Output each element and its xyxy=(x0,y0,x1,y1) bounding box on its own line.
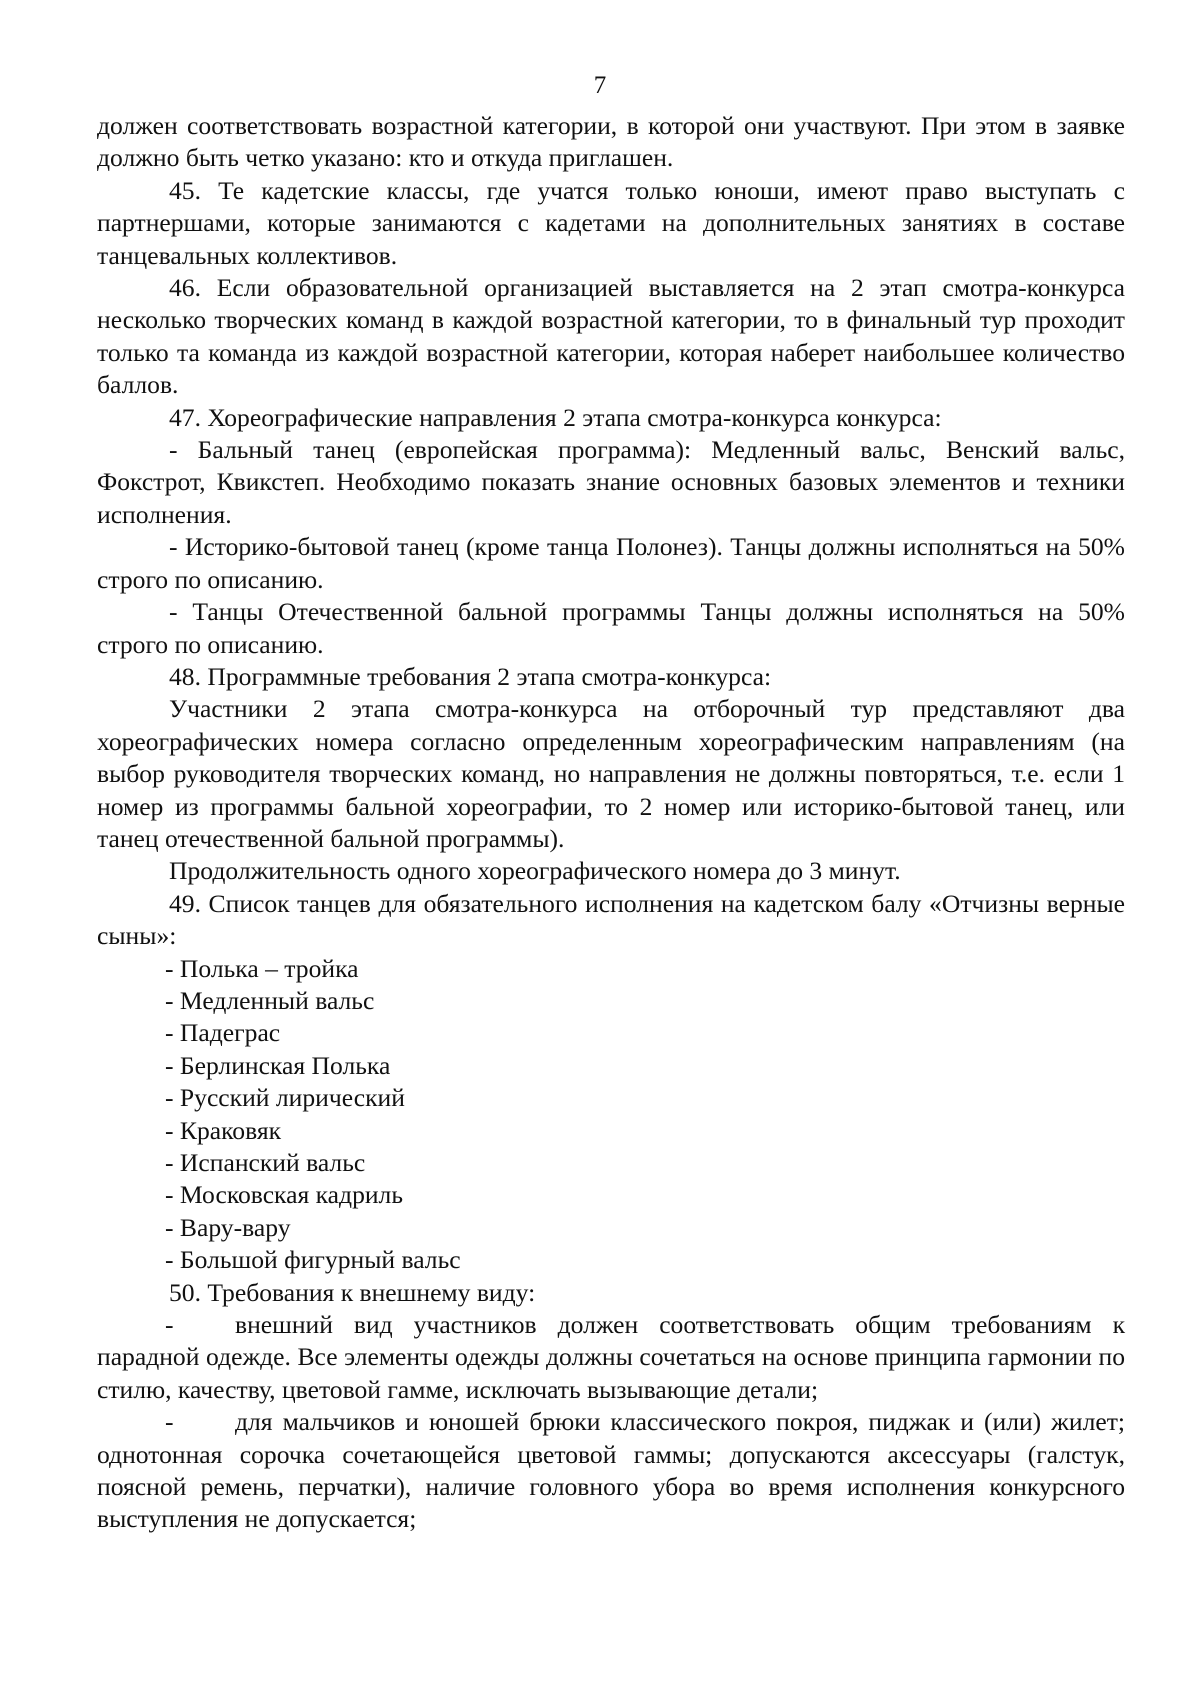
paragraph-46: 46. Если образовательной организацией выставляется на 2 этап смотра-конкурса несколько творческих команд в каждой возрастной категории, то в финальный тур проходит только та команда из каждой возрастной категории, которая наберет наибольшее количество баллов. xyxy=(97,273,1125,400)
list-item: - Полька – тройка xyxy=(165,953,359,983)
paragraph-47: 47. Хореографические направления 2 этапа смотра-конкурса конкурса: xyxy=(169,402,942,432)
dash-marker: - xyxy=(165,1407,174,1437)
dash-marker: - xyxy=(165,1310,174,1340)
paragraph-48: 48. Программные требования 2 этапа смотра-конкурса: xyxy=(169,661,772,691)
list-item: - Вару-вару xyxy=(165,1212,291,1242)
paragraph-historical-dance: - Историко-бытовой танец (кроме танца Полонез). Танцы должны исполняться на 50% строго по описанию. xyxy=(97,532,1125,594)
paragraph-45: 45. Те кадетские классы, где учатся только юноши, имеют право выступать с партнершами, которые занимаются с кадетами на дополнительных занятиях в составе танцевальных коллективов. xyxy=(97,175,1125,270)
appearance-item-text: для мальчиков и юношей брюки классического покроя, пиджак и (или) жилет; однотонная сорочка сочетающейся цветовой гаммы; допускаются аксессуары (галстук, поясной ремень, перчатки), наличие головного убора во время исполнения конкурсного выступления не допускается; xyxy=(97,1407,1125,1534)
document-body xyxy=(97,110,1125,1536)
paragraph-duration: Продолжительность одного хореографического номера до 3 минут. xyxy=(169,856,901,886)
list-item: - Берлинская Полька xyxy=(165,1050,391,1080)
list-item: - Большой фигурный вальс xyxy=(165,1245,461,1275)
dance-list xyxy=(97,953,1125,1277)
list-item: - Русский лирический xyxy=(165,1083,405,1113)
paragraph-ballroom-dance: - Бальный танец (европейская программа): Медленный вальс, Венский вальс, Фокстрот, Квикстеп. Необходимо показать знание основных базовых элементов и техники исполнения. xyxy=(97,435,1125,529)
list-item: - Падеграс xyxy=(165,1018,281,1048)
list-item: - Медленный вальс xyxy=(165,985,375,1015)
list-item: - Московская кадриль xyxy=(165,1180,404,1210)
appearance-item-boys xyxy=(97,1406,1125,1536)
paragraph-participants: Участники 2 этапа смотра-конкурса на отборочный тур представляют два хореографических номера согласно определенным хореографическим направлениям (на выбор руководителя творческих команд, но направления не должны повторяться, т.е. если 1 номер из программы бальной хореографии, то 2 номер или историко-бытовой танец, или танец отечественной бальной программы). xyxy=(97,694,1125,853)
paragraph-49: 49. Список танцев для обязательного исполнения на кадетском балу «Отчизны верные сыны»: xyxy=(97,888,1125,951)
paragraph-50-heading: 50. Требования к внешнему виду: xyxy=(169,1277,536,1307)
page-number: 7 xyxy=(593,72,607,99)
list-item: - Краковяк xyxy=(165,1115,282,1145)
appearance-item-general xyxy=(97,1309,1125,1406)
list-item: - Испанский вальс xyxy=(165,1148,366,1177)
appearance-item-text: внешний вид участников должен соответствовать общим требованиям к парадной одежде. Все элементы одежды должны сочетаться на основе принципа гармонии по стилю, качеству, цветовой гамме, исключать вызывающие детали; xyxy=(97,1310,1125,1404)
paragraph-national-dance: - Танцы Отечественной бальной программы Танцы должны исполняться на 50% строго по описанию. xyxy=(97,597,1125,659)
paragraph-continuation: должен соответствовать возрастной категории, в которой они участвуют. При этом в заявке должно быть четко указано: кто и откуда приглашен. xyxy=(97,111,1125,173)
